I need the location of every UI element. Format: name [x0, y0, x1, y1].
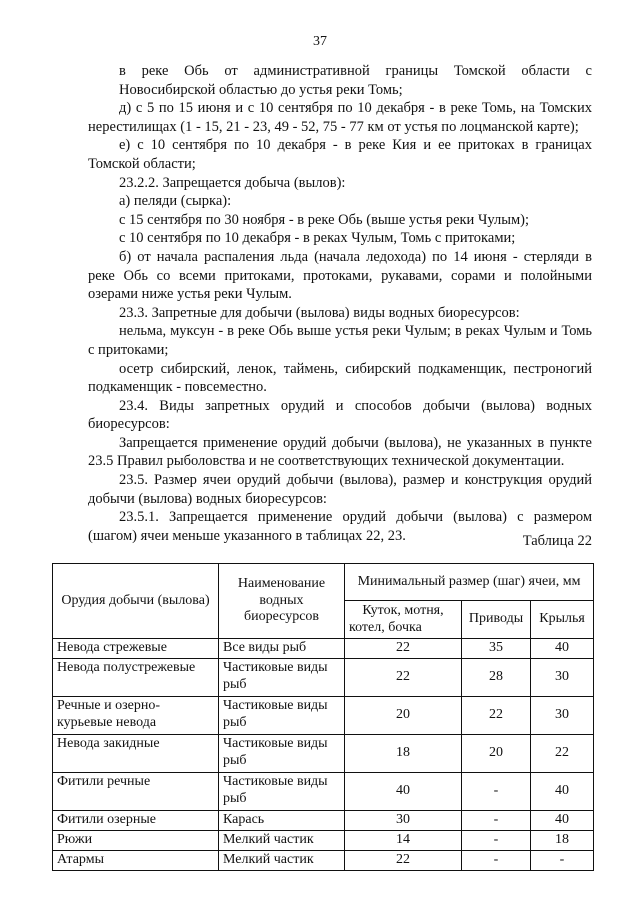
cell-kutok: 40	[345, 773, 462, 811]
cell-species: Частиковые виды рыб	[219, 773, 345, 811]
cell-species: Мелкий частик	[219, 851, 345, 871]
paragraph: с 15 сентября по 30 ноября - в реке Обь (выше устья реки Чулым);	[119, 211, 529, 228]
cell-kutok: 20	[345, 697, 462, 735]
paragraph: е) с 10 сентября по 10 декабря - в реке Кия и ее притоках в границах Томской области;	[88, 137, 592, 172]
cell-privody: 20	[462, 735, 531, 773]
paragraph: 23.5.1. Запрещается применение орудий добычи (вылова) с размером (шагом) ячеи меньше указанного в таблицах 22, 23.	[88, 509, 592, 544]
table-row	[53, 831, 594, 851]
paragraph: осетр сибирский, ленок, таймень, сибирский подкаменщик, пестроногий подкаменщик - повсеместно.	[88, 360, 592, 396]
table-row	[53, 735, 594, 773]
table-row	[53, 697, 594, 735]
table-row	[53, 639, 594, 659]
cell-gear: Фитили речные	[53, 773, 219, 811]
table-caption: Таблица 22	[522, 533, 592, 549]
body-text	[88, 62, 592, 545]
cell-kutok: 18	[345, 735, 462, 773]
cell-krylya: 30	[531, 697, 594, 735]
cell-kutok: 14	[345, 831, 462, 851]
paragraph: д) с 5 по 15 июня и с 10 сентября по 10 декабря - в реке Томь, на Томских нерестилищах (1 - 15, 21 - 23, 49 - 52, 75 - 77 км от устья по лоцманской карте);	[88, 100, 592, 135]
cell-species: Карась	[219, 811, 345, 831]
header-species: Наименование водных биоресурсов	[219, 564, 345, 639]
cell-gear: Атармы	[53, 851, 219, 871]
paragraph: 23.2.2. Запрещается добыча (вылов):	[119, 174, 346, 191]
cell-krylya: 40	[531, 639, 594, 659]
cell-kutok: 22	[345, 659, 462, 697]
cell-gear: Рюжи	[53, 831, 219, 851]
header-kutok: Куток, мотня, котел, бочка	[345, 601, 462, 639]
paragraph: нельма, муксун - в реке Обь выше устья реки Чулым; в реках Чулым и Томь с притоками;	[88, 323, 592, 358]
header-mesh-group: Минимальный размер (шаг) ячеи, мм	[345, 564, 594, 601]
cell-krylya: 22	[531, 735, 594, 773]
cell-kutok: 30	[345, 811, 462, 831]
table-row	[53, 659, 594, 697]
paragraph: 23.3. Запретные для добычи (вылова) виды водных биоресурсов:	[119, 304, 520, 321]
cell-krylya: 40	[531, 811, 594, 831]
cell-species: Мелкий частик	[219, 831, 345, 851]
paragraph: 23.4. Виды запретных орудий и способов добычи (вылова) водных биоресурсов:	[88, 397, 592, 433]
header-gear: Орудия добычи (вылова)	[53, 564, 219, 639]
table-row	[53, 851, 594, 871]
paragraph: а) пеляди (сырка):	[119, 193, 232, 210]
cell-privody: -	[462, 811, 531, 831]
mesh-size-table	[52, 563, 594, 871]
cell-species: Частиковые виды рыб	[219, 697, 345, 735]
paragraph: в реке Обь от административной границы Томской области с Новосибирской областью до устья реки Томь;	[119, 63, 592, 98]
cell-gear: Речные и озерно-курьевые невода	[53, 697, 219, 735]
cell-species: Частиковые виды рыб	[219, 659, 345, 697]
paragraph: с 10 сентября по 10 декабря - в реках Чулым, Томь с притоками;	[119, 230, 516, 247]
page-number: 37	[313, 34, 327, 49]
table-row	[53, 773, 594, 811]
cell-gear: Фитили озерные	[53, 811, 219, 831]
cell-kutok: 22	[345, 639, 462, 659]
cell-privody: 28	[462, 659, 531, 697]
cell-krylya: 40	[531, 773, 594, 811]
cell-gear: Невода полустрежевые	[53, 659, 219, 697]
cell-privody: 22	[462, 697, 531, 735]
cell-privody: 35	[462, 639, 531, 659]
cell-kutok: 22	[345, 851, 462, 871]
cell-krylya: 30	[531, 659, 594, 697]
paragraph: Запрещается применение орудий добычи (вылова), не указанных в пункте 23.5 Правил рыболовства и не соответствующих технической документации.	[88, 434, 592, 470]
cell-gear: Невода стрежевые	[53, 639, 219, 659]
cell-privody: -	[462, 831, 531, 851]
paragraph: б) от начала распаления льда (начала ледохода) по 14 июня - стерляди в реке Обь со всеми притоками, протоками, рукавами, сорами и полойными озерами ниже устья реки Чулым.	[88, 248, 592, 303]
cell-privody: -	[462, 851, 531, 871]
header-privody: Приводы	[462, 601, 531, 639]
paragraph: 23.5. Размер ячеи орудий добычи (вылова), размер и конструкция орудий добычи (вылова) водных биоресурсов:	[88, 472, 592, 507]
cell-krylya: 18	[531, 831, 594, 851]
table-row	[53, 811, 594, 831]
header-krylya: Крылья	[531, 601, 594, 639]
cell-privody: -	[462, 773, 531, 811]
cell-gear: Невода закидные	[53, 735, 219, 773]
cell-species: Частиковые виды рыб	[219, 735, 345, 773]
cell-krylya: -	[531, 851, 594, 871]
cell-species: Все виды рыб	[219, 639, 345, 659]
